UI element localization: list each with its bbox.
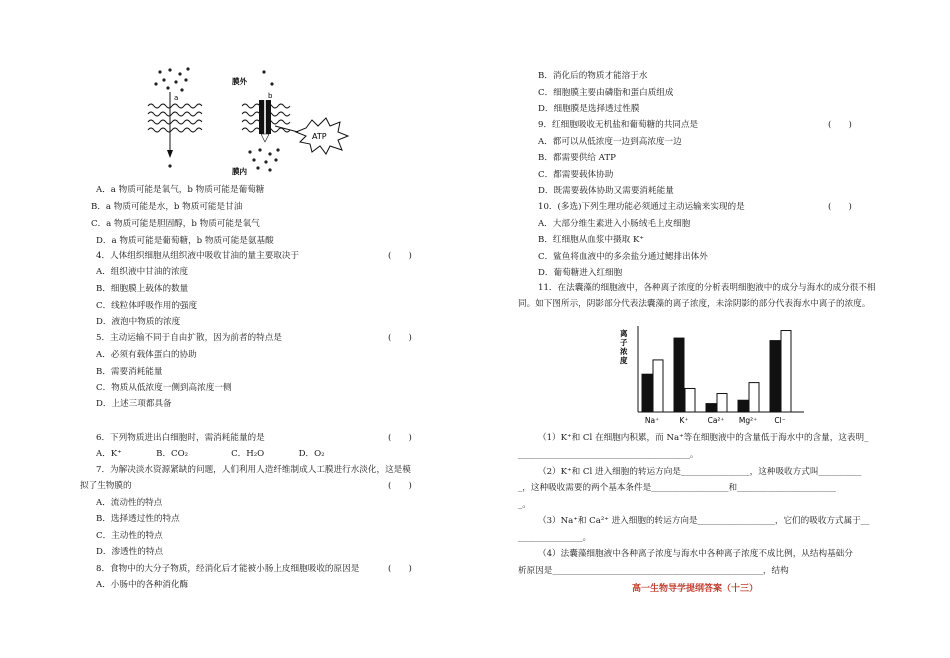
bar-seawater-1: [685, 388, 695, 412]
q7-option-c: C．主动性的特点: [96, 531, 163, 541]
bar-seawater-2: [717, 394, 727, 412]
q10-option-c: C．鲨鱼将血液中的多余盐分通过鳃排出体外: [538, 252, 708, 262]
q5-option-c: C．物质从低浓度一侧到高浓度一侧: [96, 383, 232, 393]
q4-bracket: ( ): [388, 251, 412, 261]
x-tick-label: Mg²⁺: [738, 416, 758, 425]
q3-option-b: B．a 物质可能是水，b 物质可能是甘油: [91, 202, 243, 212]
q8-option-c: C．细胞膜主要由磷脂和蛋白质组成: [538, 88, 674, 98]
q5-option-b: B．需要消耗能量: [96, 367, 163, 377]
q11-sub2: （2）K⁺和 Cl 进入细胞的转运方向是________________，这种吸收方式叫__________: [538, 467, 862, 477]
q8-option-b: B．消化后的物质才能溶于水: [538, 71, 648, 81]
q11-sub3-cont: _______________。: [518, 533, 592, 543]
q3-option-a: A．a 物质可能是氧气，b 物质可能是葡萄糖: [96, 185, 265, 195]
q7-bracket: ( ): [388, 481, 412, 491]
q7-option-b: B．选择透过性的特点: [96, 514, 180, 524]
q3-option-c: C．a 物质可能是胆固醇，b 物质可能是氧气: [91, 219, 260, 229]
q9-stem: 9．红细胞吸收无机盐和葡萄糖的共同点是: [538, 120, 699, 130]
q4-option-b: B．细胞膜上载体的数量: [96, 284, 189, 294]
q7-option-a: A．流动性的特点: [96, 498, 163, 508]
chart-ylabel: 离子浓度: [620, 329, 628, 365]
chart-x-ticks: [645, 416, 786, 425]
ion-concentration-chart: [612, 322, 808, 426]
q9-option-d: D．既需要载体协助又需要消耗能量: [538, 186, 674, 196]
membrane-diagram: [140, 66, 360, 178]
bar-seawater-3: [749, 383, 759, 412]
answer-title: 高一生物导学提纲答案（十三）: [632, 584, 759, 594]
q10-option-b: B．红细胞从血浆中摄取 K⁺: [538, 235, 644, 245]
q8-option-d: D．细胞膜是选择透过性膜: [538, 104, 640, 114]
bar-seawater-4: [781, 331, 791, 412]
x-tick-label: Cl⁻: [774, 416, 786, 425]
q8-option-a: A．小肠中的各种消化酶: [96, 580, 189, 590]
chart-ylabel-group: [620, 328, 628, 365]
bar-seawater-0: [653, 360, 663, 412]
q5-stem: 5．主动运输不同于自由扩散，因为前者的特点是: [96, 333, 282, 343]
q11-sub1: （1）K⁺和 Cl 在细胞内积累，而 Na⁺等在细胞液中的含量低于海水中的含量，这表明_: [538, 433, 869, 443]
chart-bars: [642, 331, 791, 412]
q5-option-d: D．上述三项都具备: [96, 399, 172, 409]
x-tick-label: Ca²⁺: [707, 416, 725, 425]
q4-option-a: A．组织液中甘油的浓度: [96, 267, 189, 277]
bar-cell-1: [674, 338, 684, 412]
label-atp: ATP: [312, 132, 327, 141]
q4-option-d: D．液泡中物质的浓度: [96, 317, 181, 327]
x-tick-label: K⁺: [679, 416, 689, 425]
bar-cell-0: [642, 374, 652, 412]
q11-intro: 11．在法囊藻的细胞液中，各种离子浓度的分析表明细胞液中的成分与海水的成分很不相同。如下图所示，阴影部分代表法囊藻的离子浓度，未涂阴影的部分代表海水中离子的浓度。: [518, 283, 876, 309]
q4-stem: 4．人体组织细胞从组织液中吸收甘油的量主要取决于: [96, 251, 300, 261]
q11-sub2-end: _。: [518, 500, 531, 510]
label-a: a: [174, 94, 179, 102]
q9-option-b: B．都需要供给 ATP: [538, 153, 616, 163]
label-outside: 膜外: [232, 77, 247, 86]
q8-bracket: ( ): [388, 564, 412, 574]
q7-stem-cont: 拟了生物膜的: [80, 481, 132, 491]
label-inside: 膜内: [232, 167, 247, 176]
q8-stem: 8．食物中的大分子物质，经消化后才能被小肠上皮细胞吸收的原因是: [96, 564, 360, 574]
q5-bracket: ( ): [388, 333, 412, 343]
q10-option-a: A．大部分维生素进入小肠绒毛上皮细胞: [538, 219, 691, 229]
q11-sub1-blank: ________________________________________。: [518, 450, 699, 460]
x-tick-label: Na⁺: [644, 416, 660, 425]
q10-option-d: D．葡萄糖进入红细胞: [538, 268, 623, 278]
q11-sub2-cont: _，这种吸收需要的两个基本条件是__________________和_______________________: [518, 483, 836, 493]
q7-stem: 7．为解决淡水资源紧缺的问题，人们利用人造纤维制成人工膜进行水淡化，这是模: [96, 465, 411, 475]
bar-cell-2: [706, 404, 716, 412]
q6-options: A．K⁺ B．CO₂ C．H₂O D．O₂: [96, 449, 325, 459]
q10-stem: 10．(多选)下列生理功能必须通过主动运输来实现的是: [538, 202, 745, 212]
q11-sub4-cont: 析原因是_________________________________________________，结构: [518, 566, 789, 576]
bar-cell-4: [770, 341, 780, 412]
q7-option-d: D．渗透性的特点: [96, 547, 164, 557]
membrane-right: [232, 70, 348, 176]
bar-cell-3: [738, 400, 748, 412]
q11-sub3: （3）Na⁺和 Ca²⁺ 进入细胞的转运方向是__________________，它们的吸收方式属于__: [538, 516, 870, 526]
q9-bracket: ( ): [828, 120, 852, 130]
membrane-left: [148, 67, 202, 167]
q4-option-c: C．线粒体呼吸作用的强度: [96, 301, 198, 311]
q3-option-d: D．a 物质可能是葡萄糖，b 物质可能是氨基酸: [96, 236, 274, 246]
q6-bracket: ( ): [388, 433, 412, 443]
label-b: b: [268, 92, 273, 100]
q9-option-a: A．都可以从低浓度一边到高浓度一边: [538, 137, 682, 147]
q11-sub4: （4）法囊藻细胞液中各种离子浓度与海水中各种离子浓度不成比例，从结构基础分: [538, 549, 853, 559]
q9-option-c: C．都需要载体协助: [538, 170, 614, 180]
q5-option-a: A．必须有载体蛋白的协助: [96, 350, 197, 360]
q6-stem: 6．下列物质进出白细胞时，需消耗能量的是: [96, 433, 265, 443]
q10-bracket: ( ): [828, 202, 852, 212]
